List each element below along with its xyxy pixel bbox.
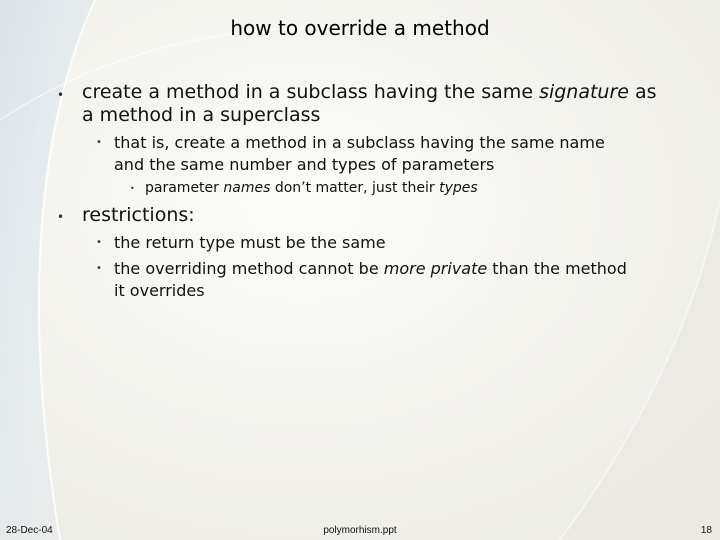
bullet-marker: • — [96, 263, 102, 274]
footer-filename: polymorhism.ppt — [323, 525, 397, 536]
bullet-1-line-2: a method in a superclass — [82, 104, 321, 126]
slide-title: how to override a method — [230, 16, 490, 40]
bullet-2-sub-2-line-2: it overrides — [114, 281, 205, 300]
footer-page-number: 18 — [700, 525, 712, 536]
emphasis-signature: signature — [539, 81, 629, 103]
emphasis-names: names — [223, 180, 271, 196]
bullet-1-sub-line-2: and the same number and types of parameters — [114, 155, 495, 174]
footer-date: 28-Dec-04 — [6, 525, 53, 536]
bullet-marker: • — [96, 237, 102, 248]
bullet-1-subsub-line: parameter names don’t matter, just their types — [145, 180, 478, 196]
bullet-1-line-1: create a method in a subclass having the same signature as — [82, 81, 657, 103]
bullet-2-line: restrictions: — [82, 204, 195, 226]
bullet-2-sub-1-line: the return type must be the same — [114, 233, 386, 252]
bullet-marker: • — [96, 137, 102, 148]
bullet-marker: • — [130, 184, 135, 193]
emphasis-types: types — [439, 180, 478, 196]
bullet-marker: • — [57, 88, 65, 102]
bullet-marker: • — [57, 210, 65, 224]
bullet-1-sub-line-1: that is, create a method in a subclass having the same name — [114, 133, 605, 152]
bullet-2-sub-2-line-1: the overriding method cannot be more private than the method — [114, 259, 627, 278]
emphasis-more-private: more private — [383, 259, 488, 278]
